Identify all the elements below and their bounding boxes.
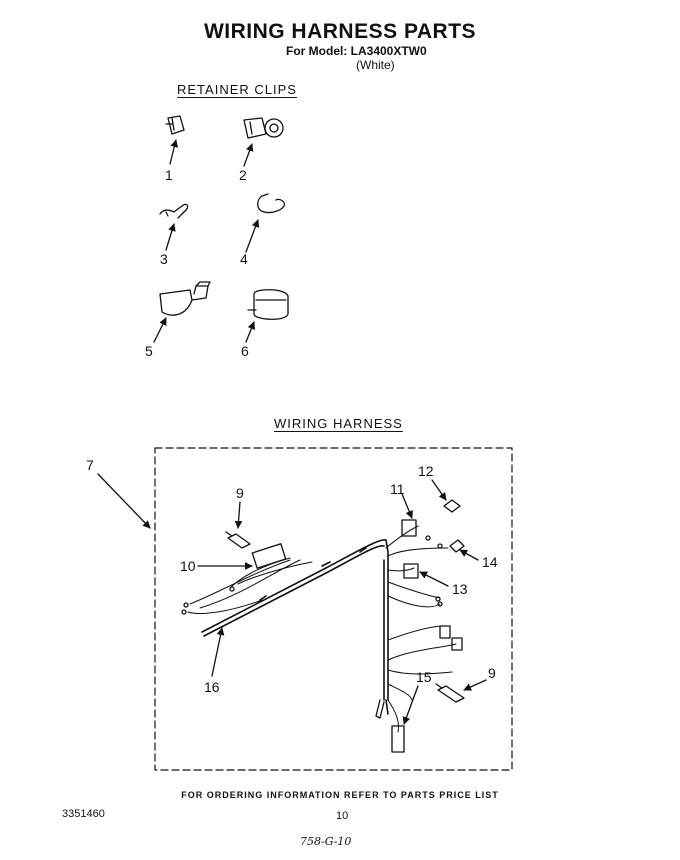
- callout-14: 14: [482, 554, 498, 570]
- document-number: 3351460: [62, 808, 105, 820]
- leader-5: [154, 318, 166, 342]
- harness-branches: [188, 526, 456, 732]
- leader-2: [244, 144, 252, 166]
- callout-11: 11: [390, 481, 405, 497]
- callout-7: 7: [86, 457, 94, 473]
- harness-box: [155, 448, 512, 770]
- callout-2: 2: [239, 167, 247, 183]
- model-label: For Model: LA3400XTW0: [286, 44, 427, 58]
- clip-part-6: [248, 290, 288, 320]
- leader-6: [246, 322, 254, 342]
- connector-part-12: [444, 500, 460, 512]
- leader-13: [420, 572, 448, 586]
- callout-16: 16: [204, 679, 220, 695]
- color-label: (White): [356, 58, 395, 72]
- clip-part-4: [258, 194, 285, 213]
- callout-13: 13: [452, 581, 468, 597]
- retainer-clips-heading: RETAINER CLIPS: [177, 82, 297, 97]
- leader-9b: [464, 680, 486, 690]
- leader-16: [212, 628, 222, 676]
- leader-9a: [238, 502, 240, 528]
- clip-part-5: [160, 282, 210, 315]
- callout-6: 6: [241, 343, 249, 359]
- callout-9-right: 9: [488, 665, 496, 681]
- callout-4: 4: [240, 251, 248, 267]
- leader-11: [402, 494, 412, 518]
- leader-3: [166, 224, 174, 250]
- terminal-part-9-right: [436, 684, 464, 702]
- callout-5: 5: [145, 343, 153, 359]
- handwritten-note: 758-G-10: [300, 835, 352, 848]
- leader-12: [432, 480, 446, 500]
- clip-part-3: [160, 204, 188, 218]
- callout-3: 3: [160, 251, 168, 267]
- clip-part-2: [244, 118, 283, 138]
- ordering-note: FOR ORDERING INFORMATION REFER TO PARTS PRICE LIST: [181, 790, 499, 800]
- leader-14: [460, 550, 478, 560]
- page-title: WIRING HARNESS PARTS: [203, 20, 477, 43]
- harness-connectors: [182, 520, 462, 752]
- callout-1: 1: [165, 167, 173, 183]
- callout-12: 12: [418, 463, 434, 479]
- terminal-part-9-left: [226, 532, 250, 548]
- page-number: 10: [336, 810, 349, 822]
- leader-15: [404, 686, 418, 724]
- leader-4: [246, 220, 258, 252]
- leader-7: [98, 474, 150, 528]
- clip-part-1: [166, 116, 184, 134]
- leader-1: [170, 140, 176, 164]
- wiring-harness-heading: WIRING HARNESS: [274, 416, 403, 431]
- callout-9-left: 9: [236, 485, 244, 501]
- callout-15: 15: [416, 669, 432, 685]
- connector-part-14: [450, 540, 464, 552]
- callout-10: 10: [180, 558, 196, 574]
